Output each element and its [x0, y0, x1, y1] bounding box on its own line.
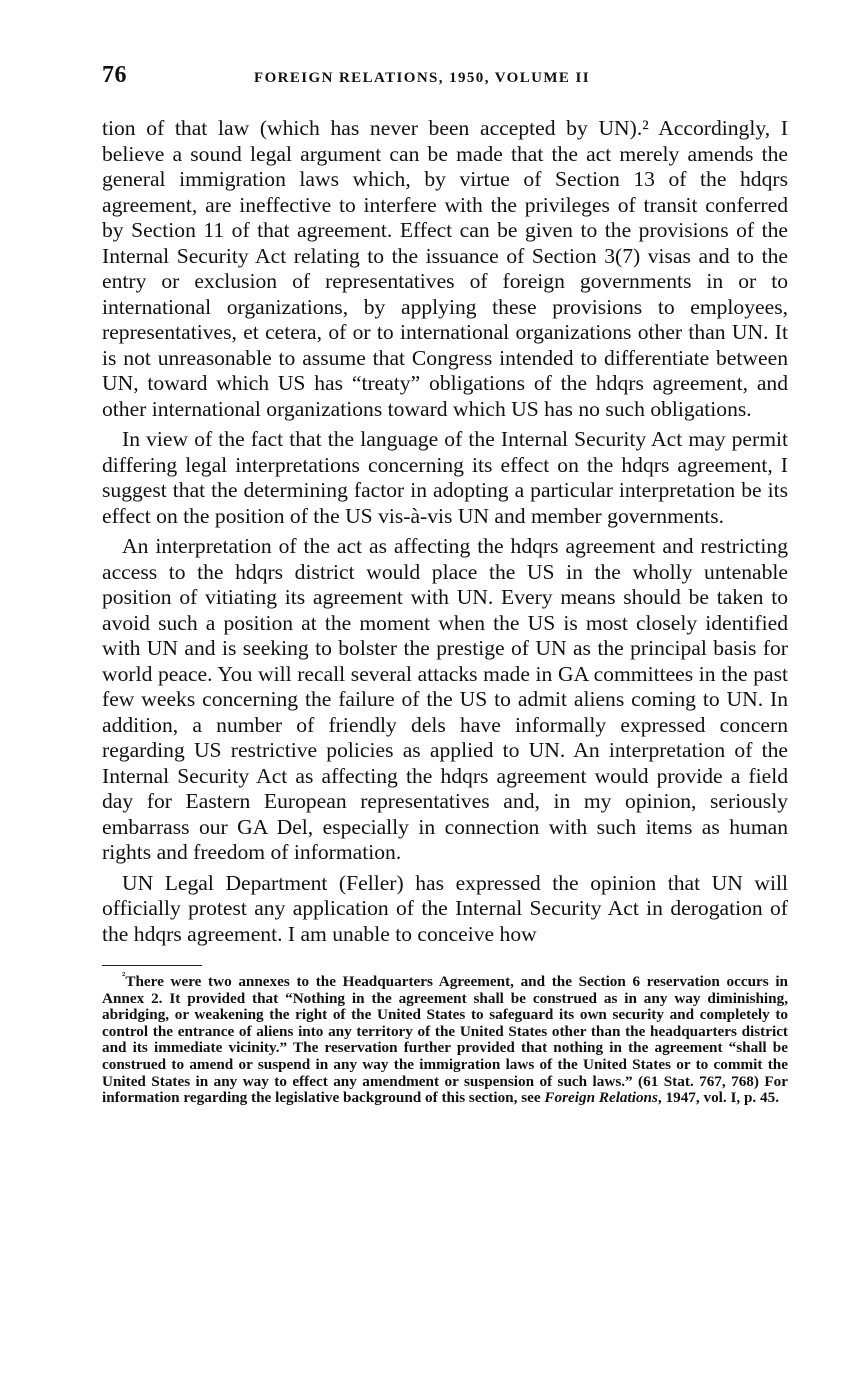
document-page — [102, 62, 788, 1107]
paragraph-3: An interpretation of the act as affecting the hdqrs agreement and restricting access to the hdqrs district would place the US in the wholly untenable position of vitiating its agreement with UN. Every means should be taken to avoid such a position at the moment when the US is most closely identified with UN and is seeking to bolster the prestige of UN as the principal basis for world peace. You will recall several attacks made in GA committees in the past few weeks concerning the failure of the US to admit aliens coming to UN. In addition, a number of friendly dels have informally expressed concern regarding US restrictive policies as applied to UN. An interpretation of the Internal Security Act as affecting the hdqrs agreement would provide a field day for Eastern European representatives and, in my opinion, seriously embarrass our GA Del, especially in connection with such items as human rights and freedom of information. — [102, 534, 788, 864]
running-head — [102, 62, 788, 102]
body-text — [102, 116, 788, 947]
paragraph-2: In view of the fact that the language of the Internal Security Act may permit differing legal interpretations concerning its effect on the hdqrs agreement, I suggest that the determining factor in adopting a particular interpretation be its effect on the position of the US vis-à-vis UN and member governments. — [102, 427, 788, 528]
footnote-reference-title: Foreign Relations — [544, 1089, 658, 1107]
page-number: 76 — [102, 62, 127, 88]
footnote-divider — [102, 965, 202, 966]
footnote-text: There were two annexes to the Headquarters Agreement, and the Section 6 reservation occurs in Annex 2. It provided that “Nothing in the agreement shall be construed as in any way diminishing, abridging, or weakening the right of the United States to safeguard its own security and completely to control the entrance of aliens into any territory of the United States other than the headquarters district and its immediate vicinity.” The reservation further provided that nothing in the agreement “shall be construed to amend or suspend in any way the immigration laws of the United States or to commit the United States in any way to effect any amendment or suspension of such laws.” (61 Stat. 767, 768) For information regarding the legislative background of this section, see — [102, 973, 788, 1107]
footnote-marker: ² — [122, 970, 126, 982]
running-title: FOREIGN RELATIONS, 1950, VOLUME II — [254, 70, 590, 86]
paragraph-4: UN Legal Department (Feller) has expressed the opinion that UN will officially protest any application of the Internal Security Act in derogation of the hdqrs agreement. I am unable to conceive how — [102, 870, 788, 946]
footnote-reference-detail: , 1947, vol. I, p. 45. — [657, 1089, 780, 1107]
paragraph-1: tion of that law (which has never been accepted by UN).² Accordingly, I believe a sound legal argument can be made that the act merely amends the general immigration laws which, by virtue of Section 13 of the hdqrs agreement, are ineffective to interfere with the privileges of transit conferred by Section 11 of that agreement. Effect can be given to the provisions of the Internal Security Act relating to the issuance of Section 3(7) visas and to the entry or exclusion of representatives of foreign governments in or to international organizations, by applying these provisions to employees, representatives, et cetera, of or to international organizations other than UN. It is not unreasonable to assume that Congress intended to differentiate between UN, toward which US has “treaty” obligations of the hdqrs agreement, and other international organizations toward which US has no such obligations. — [102, 116, 788, 421]
footnote — [102, 970, 788, 1107]
